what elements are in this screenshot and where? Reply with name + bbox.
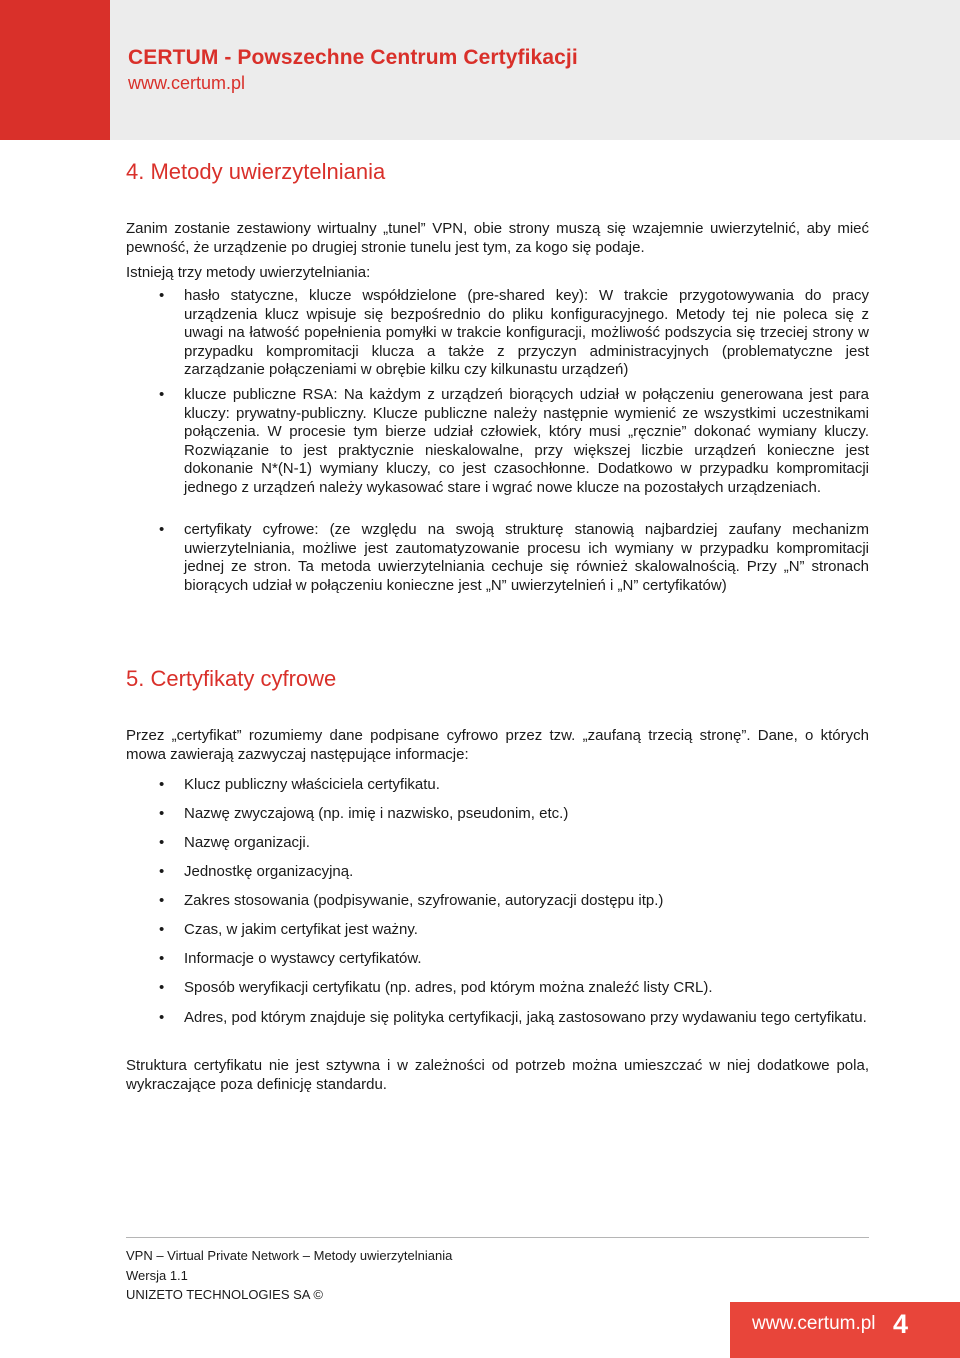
list-item [126,892,869,911]
list-item-text: Sposób weryfikacji certyfikatu (np. adres, pod którym można znaleźć listy CRL). [184,979,713,996]
section-5-intro: Przez „certyfikat” rozumiemy dane podpisane cyfrowo przez tzw. „zaufaną trzecią stronę”. Dane, o których mowa zawierają zazwyczaj następujące informacje: [126,727,869,763]
list-item-text: Adres, pod którym znajduje się polityka certyfikacji, jaką zastosowano przy wydawaniu tego certyfikatu. [184,1009,867,1026]
section-5-outro: Struktura certyfikatu nie jest sztywna i w zależności od potrzeb można umieszczać w niej dodatkowe pola, wykraczające poza definicję standardu. [126,1057,869,1093]
brand-color-block [0,0,110,140]
bullet: • [159,287,165,304]
page-number: 4 [893,1309,909,1339]
footer-company: UNIZETO TECHNOLOGIES SA © [126,1287,323,1302]
section-4-intro: Zanim zostanie zestawiony wirtualny „tunel” VPN, obie strony muszą się wzajemnie uwierzytelnić, aby mieć pewność, że urządzenie po drugiej stronie tunelu jest tym, za kogo się podaje. [126,220,869,256]
bullet: • [159,805,165,822]
list-item-text: certyfikaty cyfrowe: (ze względu na swoją strukturę stanowią najbardziej zaufany mechanizm uwierzytelniania, możliwe jest zautomatyzowanie procesu ich wymiany w przypadku kompromitacji jednej ze stron. Ta metoda uwierzytelniania cechuje się również skalowalnością. Przy „N” stronach biorących udział w połączeniu konieczne jest „N” uwierzytelnień i „N” certyfikatów) [184,521,869,594]
list-item-text: Nazwę zwyczajową (np. imię i nazwisko, pseudonim, etc.) [184,805,569,822]
list-item-text: Czas, w jakim certyfikat jest ważny. [184,921,418,938]
footer-divider [126,1237,869,1238]
list-item [126,921,869,940]
bullet: • [159,950,165,967]
list-item [126,950,869,969]
bullet: • [159,1009,165,1026]
header-bar [0,0,960,140]
bullet: • [159,979,165,996]
list-item [126,834,869,853]
list-item [126,1009,869,1028]
brand-url: www.certum.pl [128,73,246,93]
list-item [126,776,869,795]
brand-title: CERTUM - Powszechne Centrum Certyfikacji [128,46,578,69]
list-item-text: klucze publiczne RSA: Na każdym z urządzeń biorących udział w połączeniu generowana jest para kluczy: prywatny-publiczny. Klucze publiczne należy następnie wymienić ze wszystkimi uczestnikami połączenia. W procesie tym bierze udział człowiek, który musi „ręcznie” dokonać wymiany kluczy. Rozwiązanie to jest praktycznie nieskalowalne, przy większej liczbie urządzeń konieczne jest dokonanie N*(N-1) wymiany kluczy, co jest czasochłonne. Dodatkowo w przypadku kompromitacji jednego z urządzeń należy wykasować stare i wgrać nowe klucze na pozostałych urządzeniach. [184,386,869,496]
footer-document-title: VPN – Virtual Private Network – Metody uwierzytelniania [126,1248,453,1263]
bullet: • [159,776,165,793]
footer-url: www.certum.pl [752,1313,876,1334]
bullet: • [159,521,165,538]
list-item [126,863,869,882]
list-item [126,521,869,595]
list-item [126,287,869,380]
list-item-text: Klucz publiczny właściciela certyfikatu. [184,776,440,793]
footer-version: Wersja 1.1 [126,1268,188,1283]
section-4-title: 4. Metody uwierzytelniania [126,159,386,184]
bullet: • [159,834,165,851]
bullet: • [159,921,165,938]
section-4-lead: Istnieją trzy metody uwierzytelniania: [126,264,371,281]
list-item-text: Jednostkę organizacyjną. [184,863,354,880]
bullet: • [159,863,165,880]
list-item [126,386,869,498]
bullet: • [159,892,165,909]
list-item-text: hasło statyczne, klucze współdzielone (pre-shared key): W trakcie przygotowywania do pracy urządzenia klucz wpisuje się bezpośrednio do pliku konfiguracyjnego. Metody tej nie poleca się z uwagi na łatwość popełnienia pomyłki w trakcie konfiguracji, możliwość podszycia się trzeciej strony w przypadku kompromitacji klucza a także z przyczyn administracyjnych (problematyczne jest zarządzanie połączeniami w obrębie kilku czy kilkunastu urządzeń) [184,287,869,379]
bullet: • [159,386,165,403]
section-5-title: 5. Certyfikaty cyfrowe [126,666,337,691]
list-item [126,979,869,998]
list-item-text: Nazwę organizacji. [184,834,310,851]
list-item-text: Zakres stosowania (podpisywanie, szyfrowanie, autoryzacji dostępu itp.) [184,892,664,909]
list-item-text: Informacje o wystawcy certyfikatów. [184,950,422,967]
list-item [126,805,869,824]
